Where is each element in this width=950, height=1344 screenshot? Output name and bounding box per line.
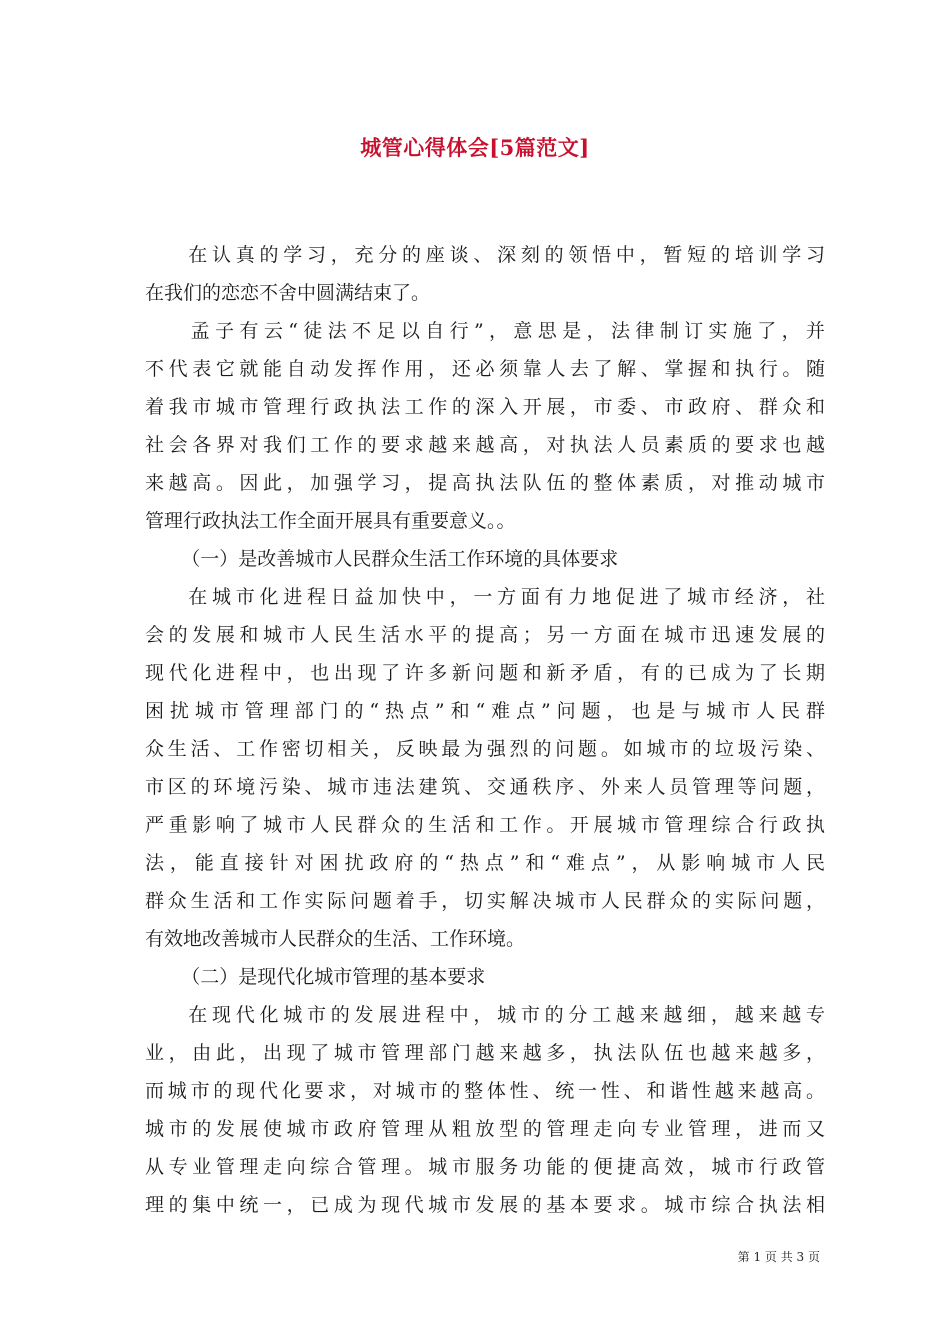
body-line: 不代表它就能自动发挥作用，还必须靠人去了解、掌握和执行。随 — [145, 358, 825, 380]
body-line: 市区的环境污染、城市违法建筑、交通秩序、外来人员管理等问题， — [145, 776, 825, 798]
body-line: 社会各界对我们工作的要求越来越高，对执法人员素质的要求也越 — [145, 434, 825, 456]
body-line: 法，能直接针对困扰政府的“热点”和“难点”，从影响城市人民 — [145, 852, 825, 874]
body-line: 严重影响了城市人民群众的生活和工作。开展城市管理综合行政执 — [145, 814, 825, 836]
section-heading: （二）是现代化城市管理的基本要求 — [145, 966, 486, 988]
body-line: 孟子有云“徒法不足以自行”，意思是，法律制订实施了，并 — [145, 320, 825, 342]
body-line: 理的集中统一，已成为现代城市发展的基本要求。城市综合执法相 — [145, 1194, 825, 1216]
body-line: 着我市城市管理行政执法工作的深入开展，市委、市政府、群众和 — [145, 396, 825, 418]
body-line: 在认真的学习，充分的座谈、深刻的领悟中，暂短的培训学习 — [145, 244, 825, 266]
body-line: 业，由此，出现了城市管理部门越来越多，执法队伍也越来越多， — [145, 1042, 825, 1064]
body-line: 城市的发展使城市政府管理从粗放型的管理走向专业管理，进而又 — [145, 1118, 825, 1140]
page-number: 第 1 页 共 3 页 — [737, 1250, 820, 1264]
body-line: 群众生活和工作实际问题着手，切实解决城市人民群众的实际问题， — [145, 890, 825, 912]
body-line: 而城市的现代化要求，对城市的整体性、统一性、和谐性越来越高。 — [145, 1080, 825, 1102]
body-line: 在城市化进程日益加快中，一方面有力地促进了城市经济，社 — [145, 586, 825, 608]
body-line: 会的发展和城市人民生活水平的提高；另一方面在城市迅速发展的 — [145, 624, 825, 646]
body-line: 现代化进程中，也出现了许多新问题和新矛盾，有的已成为了长期 — [145, 662, 825, 684]
body-line: 管理行政执法工作全面开展具有重要意义。。 — [145, 510, 516, 532]
body-line: 在我们的恋恋不舍中圆满结束了。 — [145, 282, 431, 304]
body-line: 从专业管理走向综合管理。城市服务功能的便捷高效，城市行政管 — [145, 1156, 825, 1178]
body-line: 在现代化城市的发展进程中，城市的分工越来越细，越来越专 — [145, 1004, 825, 1026]
body-line: 有效地改善城市人民群众的生活、工作环境。 — [145, 928, 526, 950]
section-heading: （一）是改善城市人民群众生活工作环境的具体要求 — [145, 548, 619, 570]
body-line: 来越高。因此，加强学习，提高执法队伍的整体素质，对推动城市 — [145, 472, 825, 494]
body-line: 众生活、工作密切相关，反映最为强烈的问题。如城市的垃圾污染、 — [145, 738, 825, 760]
document-title: 城管心得体会[5篇范文] — [360, 135, 590, 160]
body-line: 困扰城市管理部门的“热点”和“难点”问题，也是与城市人民群 — [145, 700, 825, 722]
